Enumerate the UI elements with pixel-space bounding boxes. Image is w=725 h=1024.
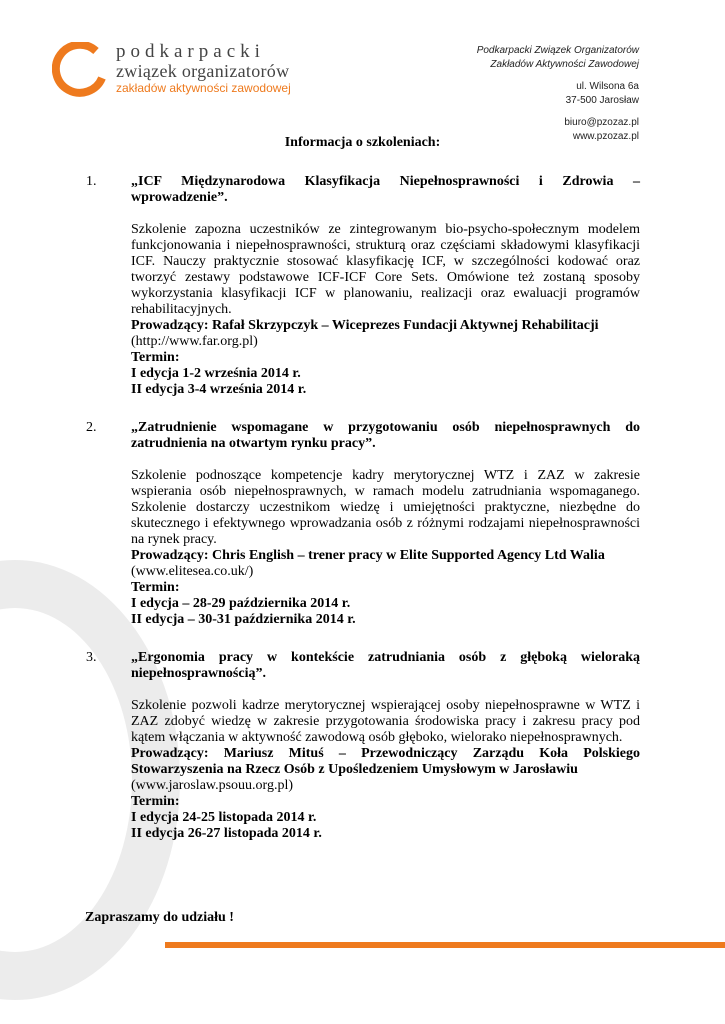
training-edition-2: II edycja 26-27 listopada 2014 r.: [131, 826, 322, 841]
trainings-list: [86, 174, 640, 864]
training-term-label: Termin:: [131, 350, 180, 365]
footer-accent-line: [165, 942, 725, 948]
training-title: „ICF Międzynarodowa Klasyfikacja Niepełnosprawności i Zdrowia – wprowadzenie”.: [131, 174, 640, 205]
training-lead: Prowadzący: Rafał Skrzypczyk – Wiceprezes Fundacji Aktywnej Rehabilitacji: [131, 318, 599, 333]
contact-org-1: Podkarpacki Związek Organizatorów: [476, 45, 639, 56]
contact-block: [477, 44, 639, 144]
contact-email[interactable]: biuro@pzozaz.pl: [564, 117, 639, 128]
contact-city: 37-500 Jarosław: [565, 95, 639, 106]
closing-text: Zapraszamy do udziału !: [85, 910, 234, 925]
training-url[interactable]: (www.jaroslaw.psouu.org.pl): [131, 778, 294, 793]
training-item: [86, 420, 640, 628]
training-title: „Zatrudnienie wspomagane w przygotowaniu osób niepełnosprawnych do zatrudnienia na otwartym rynku pracy”.: [131, 420, 640, 451]
training-title: „Ergonomia pracy w kontekście zatrudniania osób z głęboką wieloraką niepełnosprawnością”.: [131, 650, 640, 681]
training-edition-1: I edycja – 28-29 października 2014 r.: [131, 596, 351, 611]
training-url[interactable]: (www.elitesea.co.uk/): [131, 564, 254, 579]
training-term-label: Termin:: [131, 794, 180, 809]
training-description: Szkolenie pozwoli kadrze merytorycznej wspierającej osoby niepełnosprawne w WTZ i ZAZ zdobyć wiedzę w zakresie przygotowania środowiska pracy i zakresu pracy pod kątem włączania w aktywność zawodową osób głęboko, wielorako niepełnosprawnych.: [131, 698, 640, 745]
training-edition-1: I edycja 24-25 listopada 2014 r.: [131, 810, 317, 825]
training-edition-2: II edycja – 30-31 października 2014 r.: [131, 612, 356, 627]
training-number: 1.: [86, 174, 97, 189]
contact-web[interactable]: www.pzozaz.pl: [572, 131, 639, 142]
training-description: Szkolenie zapozna uczestników ze zintegrowanym bio-psycho-społecznym modelem funkcjonowania i niepełnosprawności, strukturą oraz częściami składowymi klasyfikacji ICF. Nauczy praktycznie stosować klasyfikację ICF, w szczególności kodować oraz tworzyć zestawy podstawowe ICF-ICF Core Sets. Omówione też zostaną sposoby wykorzystania klasyfikacji ICF w planowaniu, realizacji oraz ewaluacji programów rehabilitacyjnych.: [131, 222, 640, 317]
training-number: 2.: [86, 420, 97, 435]
training-lead: Prowadzący: Chris English – trener pracy w Elite Supported Agency Ltd Walia: [131, 548, 605, 563]
logo-ring-icon: [52, 42, 108, 98]
training-edition-1: I edycja 1-2 września 2014 r.: [131, 366, 301, 381]
page-title: Informacja o szkoleniach:: [284, 135, 441, 150]
training-description: Szkolenie podnoszące kompetencje kadry merytorycznej WTZ i ZAZ w zakresie wspierania osób niepełnosprawnych, w ramach modelu zatrudniania wspomaganego. Szkolenie dostarczy uczestnikom wiedzę i umiejętności praktyczne, niezbędne do skutecznego i efektywnego wprowadzania osób z różnymi rodzajami niepełnosprawności na rynek pracy.: [131, 468, 640, 547]
training-item: [86, 174, 640, 398]
training-number: 3.: [86, 650, 97, 665]
training-item: [86, 650, 640, 842]
logo-line-3: zakładów aktywności zawodowej: [116, 81, 291, 95]
training-url[interactable]: (http://www.far.org.pl): [131, 334, 258, 349]
training-lead: Prowadzący: Mariusz Mituś – Przewodniczący Zarządu Koła Polskiego Stowarzyszenia na Rzecz Osób z Upośledzeniem Umysłowym w Jarosławiu: [131, 746, 640, 777]
training-term-label: Termin:: [131, 580, 180, 595]
training-edition-2: II edycja 3-4 września 2014 r.: [131, 382, 307, 397]
logo-line-1: podkarpacki: [116, 41, 265, 62]
contact-street: ul. Wilsona 6a: [576, 81, 639, 92]
logo-line-2: związek organizatorów: [116, 61, 290, 81]
contact-org-2: Zakładów Aktywności Zawodowej: [490, 59, 639, 70]
